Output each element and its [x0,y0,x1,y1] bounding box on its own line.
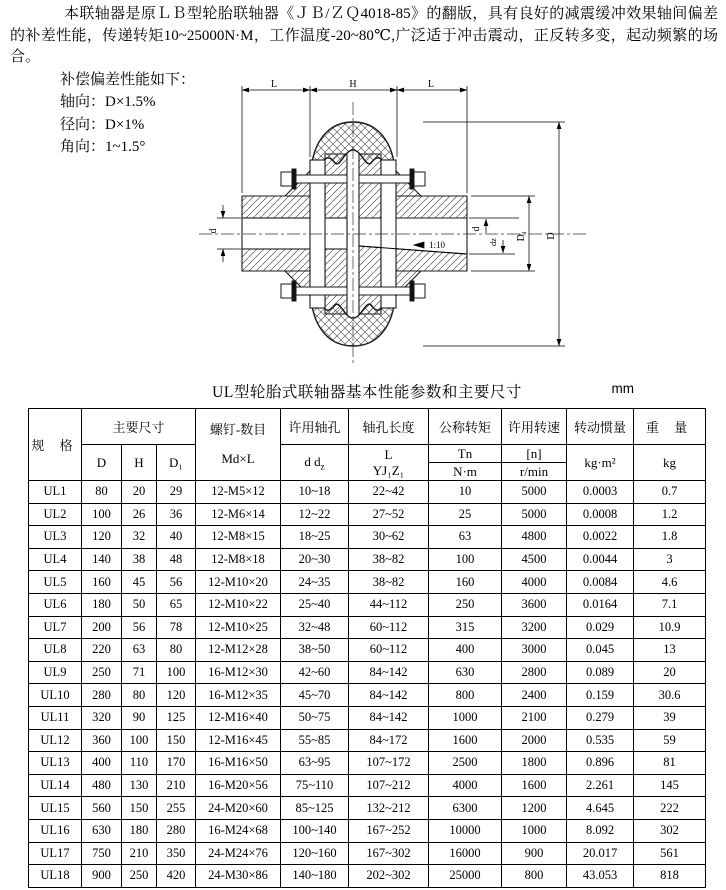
value-cell: 630 [429,661,502,684]
spec-name-cell: UL13 [29,752,82,775]
value-cell: 140 [82,548,122,571]
value-cell: 900 [502,842,567,865]
header-bore: 许用轴孔 [281,409,349,445]
spec-name-cell: UL12 [29,729,82,752]
value-cell: 24-M20×60 [196,797,281,820]
value-cell: 85~125 [281,797,349,820]
value-cell: 0.896 [567,752,634,775]
table-row [29,774,706,797]
value-cell: 0.089 [567,661,634,684]
value-cell: 110 [122,752,157,775]
dim-label-d-left: d [208,228,219,234]
value-cell: 90 [122,706,157,729]
value-cell: 280 [157,819,196,842]
spec-name-cell: UL6 [29,593,82,616]
value-cell: 8.092 [567,819,634,842]
value-cell: 400 [82,752,122,775]
value-cell: 2800 [502,661,567,684]
value-cell: 400 [429,639,502,662]
value-cell: 360 [82,729,122,752]
value-cell: 100 [429,548,502,571]
value-cell: 20~30 [281,548,349,571]
dim-label-d-right: d [471,226,482,232]
value-cell: 2.261 [567,774,634,797]
value-cell: 4800 [502,526,567,549]
spec-name-cell: UL17 [29,842,82,865]
value-cell: 120~160 [281,842,349,865]
axial-spec-line: 轴向：D×1.5% [60,94,156,110]
spec-table-header [29,409,706,481]
value-cell: 84~142 [349,706,429,729]
value-cell: 30.6 [634,684,706,707]
value-cell: 24~35 [281,571,349,594]
value-cell: 60~112 [349,616,429,639]
value-cell: 0.0022 [567,526,634,549]
header-speed: 许用转速 [502,409,567,445]
header-d-dz [281,445,349,481]
value-cell: 107~212 [349,774,429,797]
value-cell: 4.645 [567,797,634,820]
value-cell: 1800 [502,752,567,775]
spec-name-cell: UL8 [29,639,82,662]
spec-name-cell: UL4 [29,548,82,571]
value-cell: 2100 [502,706,567,729]
value-cell: 630 [82,819,122,842]
value-cell: 25~40 [281,593,349,616]
dim-label-dz: dz [488,237,498,247]
value-cell: 12-M12×28 [196,639,281,662]
value-cell: 12-M10×25 [196,616,281,639]
value-cell: 818 [634,865,706,888]
table-row [29,684,706,707]
value-cell: 12-M5×12 [196,481,281,504]
value-cell: 38~82 [349,571,429,594]
value-cell: 36 [157,503,196,526]
value-cell: 1000 [429,706,502,729]
value-cell: 0.0084 [567,571,634,594]
value-cell: 71 [122,661,157,684]
value-cell: 220 [82,639,122,662]
value-cell: 10~18 [281,481,349,504]
dim-label-L-right: L [427,79,435,90]
spec-name-cell: UL9 [29,661,82,684]
value-cell: 80 [122,684,157,707]
coupling-drawing [185,76,605,370]
value-cell: 6300 [429,797,502,820]
radial-spec-line: 径向：D×1% [60,116,145,133]
value-cell: 145 [634,774,706,797]
value-cell: 48 [157,548,196,571]
spec-name-cell: UL15 [29,797,82,820]
value-cell: 800 [429,684,502,707]
value-cell: 0.535 [567,729,634,752]
value-cell: 63 [429,526,502,549]
value-cell: 30~62 [349,526,429,549]
value-cell: 1600 [502,774,567,797]
spec-table [28,408,706,888]
value-cell: 44~112 [349,593,429,616]
value-cell: 167~252 [349,819,429,842]
table-row [29,481,706,504]
value-cell: 125 [157,706,196,729]
left-hub-lower [242,249,310,271]
value-cell: 40 [157,526,196,549]
value-cell: 100 [122,729,157,752]
value-cell: 18~25 [281,526,349,549]
value-cell: 3000 [502,639,567,662]
spec-name-cell: UL10 [29,684,82,707]
header-torque: 公称转矩 [429,409,502,445]
table-row [29,842,706,865]
value-cell: 10 [429,481,502,504]
value-cell: 25 [429,503,502,526]
value-cell: 43.053 [567,865,634,888]
spec-table-body [29,481,706,888]
value-cell: 280 [82,684,122,707]
value-cell: 80 [157,639,196,662]
value-cell: 5000 [502,481,567,504]
value-cell: 100 [82,503,122,526]
value-cell: 84~142 [349,684,429,707]
value-cell: 302 [634,819,706,842]
header-bore-length: 轴孔长度 [349,409,429,445]
value-cell: 0.0003 [567,481,634,504]
value-cell: 16-M24×68 [196,819,281,842]
value-cell: 1.2 [634,503,706,526]
value-cell: 800 [502,865,567,888]
value-cell: 0.7 [634,481,706,504]
table-title-row [28,380,706,402]
value-cell: 180 [82,593,122,616]
value-cell: 1600 [429,729,502,752]
value-cell: 120 [157,684,196,707]
value-cell: 10.9 [634,616,706,639]
table-row [29,571,706,594]
value-cell: 150 [157,729,196,752]
value-cell: 16-M20×56 [196,774,281,797]
value-cell: 1200 [502,797,567,820]
value-cell: 42~60 [281,661,349,684]
table-row [29,797,706,820]
value-cell: 84~142 [349,661,429,684]
value-cell: 750 [82,842,122,865]
value-cell: 132~212 [349,797,429,820]
spec-name-cell: UL11 [29,706,82,729]
table-row [29,752,706,775]
spec-name-cell: UL2 [29,503,82,526]
value-cell: 160 [82,571,122,594]
value-cell: 1.8 [634,526,706,549]
left-hub-upper [242,196,310,218]
value-cell: 250 [82,661,122,684]
spec-name-cell: UL16 [29,819,82,842]
header-weight-unit: kg [634,445,706,481]
value-cell: 120 [82,526,122,549]
value-cell: 250 [122,865,157,888]
coupling-cross-section [185,76,605,370]
value-cell: 55~85 [281,729,349,752]
value-cell: 210 [157,774,196,797]
value-cell: 0.279 [567,706,634,729]
value-cell: 24-M24×76 [196,842,281,865]
value-cell: 3600 [502,593,567,616]
value-cell: 50 [122,593,157,616]
value-cell: 12-M10×22 [196,593,281,616]
value-cell: 222 [634,797,706,820]
value-cell: 4500 [502,548,567,571]
value-cell: 78 [157,616,196,639]
value-cell: 560 [82,797,122,820]
value-cell: 3200 [502,616,567,639]
value-cell: 420 [157,865,196,888]
value-cell: 38 [122,548,157,571]
spec-name-cell: UL7 [29,616,82,639]
value-cell: 320 [82,706,122,729]
value-cell: 13 [634,639,706,662]
value-cell: 480 [82,774,122,797]
value-cell: 200 [82,616,122,639]
dim-label-L-left: L [270,79,278,90]
header-torque-unit: N·m [429,463,502,481]
table-row [29,639,706,662]
value-cell: 65 [157,593,196,616]
value-cell: 12-M8×15 [196,526,281,549]
value-cell: 12-M8×18 [196,548,281,571]
header-inertia-unit: kg·m² [567,445,634,481]
value-cell: 63 [122,639,157,662]
value-cell: 4000 [429,774,502,797]
dim-label-D: D [546,232,557,240]
header-d-dz-sub: z [320,461,325,472]
right-hub-upper [396,196,467,218]
value-cell: 20 [122,481,157,504]
value-cell: 12-M16×40 [196,706,281,729]
value-cell: 80 [82,481,122,504]
value-cell: 140~180 [281,865,349,888]
value-cell: 10000 [429,819,502,842]
value-cell: 38~82 [349,548,429,571]
header-bore-length-yjz: YJ₁Z₁ [372,462,405,478]
header-bore-length-sub [349,445,429,481]
value-cell: 12-M10×20 [196,571,281,594]
value-cell: 2500 [429,752,502,775]
value-cell: 84~172 [349,729,429,752]
table-row [29,706,706,729]
table-title: UL型轮胎式联轴器基本性能参数和主要尺寸 [212,384,522,401]
value-cell: 1000 [502,819,567,842]
value-cell: 107~172 [349,752,429,775]
value-cell: 45~70 [281,684,349,707]
value-cell: 3 [634,548,706,571]
compensation-heading: 补偿偏差性能如下： [60,71,196,88]
value-cell: 24-M30×86 [196,865,281,888]
value-cell: 63~95 [281,752,349,775]
value-cell: 0.045 [567,639,634,662]
value-cell: 7.1 [634,593,706,616]
header-weight: 重 量 [634,409,706,445]
value-cell: 32~48 [281,616,349,639]
value-cell: 32 [122,526,157,549]
value-cell: 561 [634,842,706,865]
header-D: D [82,445,122,481]
left-bore [242,218,347,249]
value-cell: 100 [157,661,196,684]
value-cell: 4000 [502,571,567,594]
header-speed-unit: r/min [502,463,567,481]
value-cell: 59 [634,729,706,752]
value-cell: 29 [157,481,196,504]
value-cell: 81 [634,752,706,775]
value-cell: 5000 [502,503,567,526]
value-cell: 350 [157,842,196,865]
header-spec: 规 格 [29,409,82,481]
value-cell: 315 [429,616,502,639]
value-cell: 2400 [502,684,567,707]
header-inertia: 转动惯量 [567,409,634,445]
header-bore-length-L: L [384,446,393,462]
value-cell: 170 [157,752,196,775]
value-cell: 4.6 [634,571,706,594]
taper-ratio-label: 1:10 [428,240,446,250]
value-cell: 130 [122,774,157,797]
value-cell: 22~42 [349,481,429,504]
value-cell: 150 [122,797,157,820]
value-cell: 45 [122,571,157,594]
value-cell: 900 [82,865,122,888]
value-cell: 0.0008 [567,503,634,526]
value-cell: 12-M6×14 [196,503,281,526]
value-cell: 26 [122,503,157,526]
value-cell: 60~112 [349,639,429,662]
table-unit-label: mm [611,381,634,396]
header-screws-label: 螺钉-数目 [209,422,267,437]
spec-name-cell: UL1 [29,481,82,504]
header-screws [196,409,281,481]
table-row [29,593,706,616]
value-cell: 50~75 [281,706,349,729]
header-H: H [122,445,157,481]
header-D1: D₁ [157,445,196,481]
table-row [29,616,706,639]
table-row [29,865,706,888]
value-cell: 12~22 [281,503,349,526]
value-cell: 16-M12×30 [196,661,281,684]
value-cell: 20 [634,661,706,684]
value-cell: 16000 [429,842,502,865]
value-cell: 100~140 [281,819,349,842]
table-row [29,548,706,571]
header-speed-symbol: [n] [502,445,567,463]
table-row [29,729,706,752]
value-cell: 167~302 [349,842,429,865]
value-cell: 75~110 [281,774,349,797]
spec-name-cell: UL5 [29,571,82,594]
value-cell: 0.0044 [567,548,634,571]
value-cell: 0.029 [567,616,634,639]
spec-name-cell: UL3 [29,526,82,549]
header-d-dz-main: d d [304,453,321,469]
value-cell: 180 [122,819,157,842]
value-cell: 56 [157,571,196,594]
value-cell: 250 [429,593,502,616]
table-row [29,819,706,842]
header-screws-sub: Md×L [221,451,255,466]
value-cell: 12-M16×45 [196,729,281,752]
value-cell: 255 [157,797,196,820]
header-main-dims: 主要尺寸 [82,409,196,445]
value-cell: 16-M16×50 [196,752,281,775]
value-cell: 0.0164 [567,593,634,616]
value-cell: 202~302 [349,865,429,888]
value-cell: 160 [429,571,502,594]
value-cell: 25000 [429,865,502,888]
spec-name-cell: UL18 [29,865,82,888]
header-torque-symbol: Tn [429,445,502,463]
value-cell: 2000 [502,729,567,752]
intro-paragraph: 本联轴器是原ＬＢ型轮胎联轴器《ＪＢ/ＺＱ4018-85》的翻版，具有良好的减震缓冲效果轴间偏差的补差性能，传递转矩10~25000N·M，工作温度-20~80℃,广泛适于冲击震动，正反转多变，起动频繁的场合。 [10,6,718,65]
value-cell: 20.017 [567,842,634,865]
angular-spec-line: 角向：1~1.5° [60,139,146,155]
dim-label-H: H [349,79,357,90]
value-cell: 27~52 [349,503,429,526]
value-cell: 210 [122,842,157,865]
value-cell: 56 [122,616,157,639]
value-cell: 0.159 [567,684,634,707]
dim-label-D1: D₁ [516,230,527,242]
value-cell: 16-M12×35 [196,684,281,707]
table-row [29,526,706,549]
table-row [29,503,706,526]
spec-name-cell: UL14 [29,774,82,797]
value-cell: 38~50 [281,639,349,662]
table-row [29,661,706,684]
value-cell: 39 [634,706,706,729]
